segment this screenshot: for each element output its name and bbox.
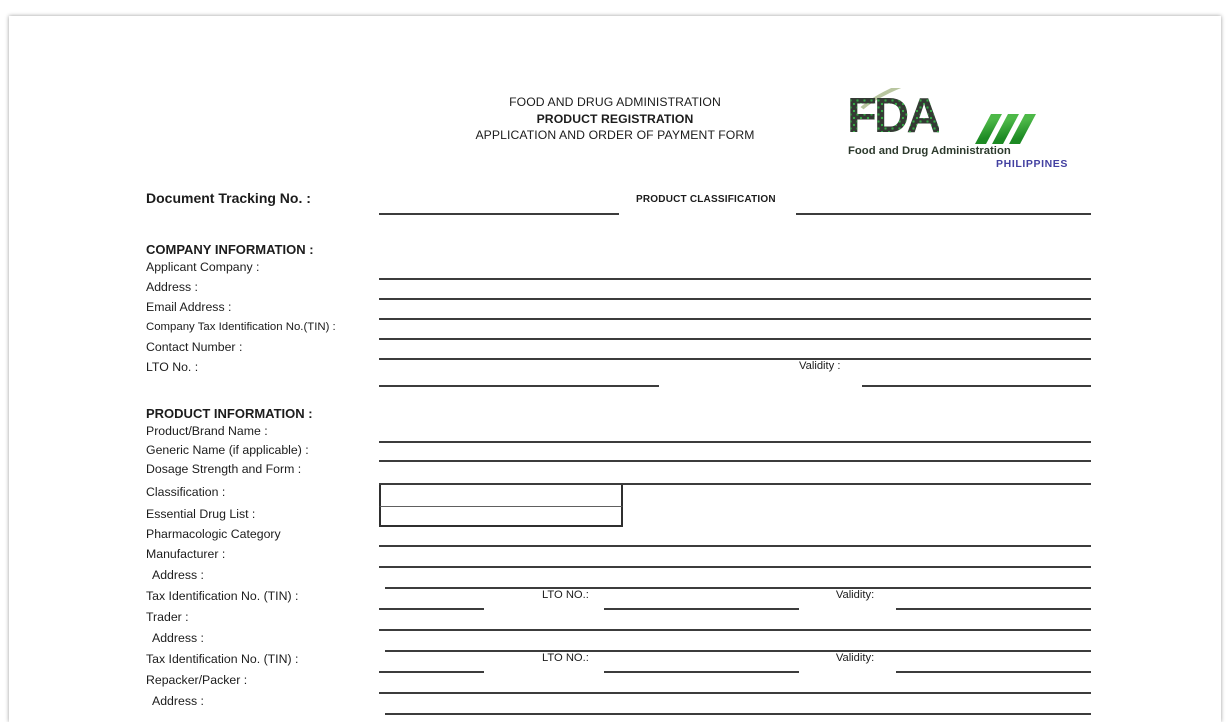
field-line-generic-name (379, 443, 1091, 462)
row-manufacturer-address (146, 568, 1091, 589)
row-product-brand-name (146, 424, 1091, 443)
row-classification (146, 485, 1091, 507)
label-company-address: Address : (146, 280, 198, 294)
label-generic-name: Generic Name (if applicable) : (146, 443, 309, 457)
field-line-trader (379, 610, 1091, 631)
label-manufacturer-validity: Validity: (835, 589, 875, 601)
logo-acronym: FDA (847, 89, 939, 143)
field-line-trader-tin (379, 652, 484, 673)
label-email-address: Email Address : (146, 300, 232, 314)
row-trader (146, 610, 1091, 631)
row-manufacturer-tin (146, 589, 1091, 610)
title-line-2: PRODUCT REGISTRATION (536, 111, 694, 126)
row-email-address (146, 300, 1091, 320)
field-line-lto-number (379, 360, 659, 387)
field-line-trader-validity (896, 652, 1091, 673)
product-classification-field-line (796, 190, 1091, 215)
label-contact-number: Contact Number : (146, 340, 243, 354)
label-lto-validity: Validity : (799, 360, 841, 372)
product-classification-label: PRODUCT CLASSIFICATION (636, 194, 776, 205)
title-line-3: APPLICATION AND ORDER OF PAYMENT FORM (475, 128, 755, 142)
label-trader: Trader : (146, 610, 189, 624)
form-header (9, 16, 1221, 190)
field-line-email-address (379, 300, 1091, 320)
field-line-contact-number (379, 340, 1091, 360)
label-dosage-strength-form: Dosage Strength and Form : (146, 462, 302, 476)
field-line-manufacturer-tin (379, 589, 484, 610)
row-pharmacologic-category (146, 527, 1091, 547)
row-trader-tin (146, 652, 1091, 673)
logo-org-name: Food and Drug Administration (848, 145, 1011, 157)
row-repacker-address (146, 694, 1091, 715)
product-section-title: PRODUCT INFORMATION : (146, 406, 313, 421)
label-applicant-company: Applicant Company : (146, 260, 260, 274)
label-trader-lto-no: LTO NO.: (542, 652, 589, 664)
row-generic-name (146, 443, 1091, 462)
label-manufacturer-lto-no: LTO NO.: (542, 589, 589, 601)
label-trader-validity: Validity: (835, 652, 875, 664)
row-manufacturer (146, 547, 1091, 568)
field-line-repacker-packer (379, 673, 1091, 694)
label-product-brand-name: Product/Brand Name : (146, 424, 268, 438)
label-classification: Classification : (146, 485, 226, 499)
field-line-applicant-company (379, 260, 1091, 280)
field-line-company-address (379, 280, 1091, 300)
field-line-manufacturer-validity (896, 589, 1091, 610)
label-repacker-packer: Repacker/Packer : (146, 673, 248, 687)
row-contact-number (146, 340, 1091, 360)
classification-box-cell (379, 485, 623, 507)
label-pharmacologic-category: Pharmacologic Category (146, 527, 281, 541)
title-line-1: FOOD AND DRUG ADMINISTRATION (509, 95, 721, 109)
company-section-title: COMPANY INFORMATION : (146, 242, 314, 257)
row-company-tin (146, 320, 1091, 340)
label-manufacturer-address: Address : (152, 568, 204, 582)
field-line-repacker-address (385, 694, 1091, 715)
row-essential-drug-list (146, 507, 1091, 527)
row-lto-number (146, 360, 1091, 387)
row-trader-address (146, 631, 1091, 652)
field-line-company-tin (379, 320, 1091, 340)
label-manufacturer: Manufacturer : (146, 547, 226, 561)
row-applicant-company (146, 260, 1091, 280)
label-company-tin: Company Tax Identification No.(TIN) : (146, 321, 336, 333)
document-tracking-label: Document Tracking No. : (146, 190, 311, 206)
field-line-pharmacologic-category (379, 527, 1091, 547)
document-page (9, 16, 1221, 722)
label-trader-address: Address : (152, 631, 204, 645)
row-dosage-strength-form (146, 462, 1091, 485)
field-line-manufacturer-address (385, 568, 1091, 589)
field-line-trader-lto-no (604, 652, 799, 673)
field-line-dosage-strength-form (379, 462, 1091, 485)
label-repacker-address: Address : (152, 694, 204, 708)
field-line-lto-validity (862, 360, 1091, 387)
label-essential-drug-list: Essential Drug List : (146, 507, 256, 521)
row-company-address (146, 280, 1091, 300)
field-line-product-brand-name (379, 424, 1091, 443)
label-trader-tin: Tax Identification No. (TIN) : (146, 652, 299, 666)
field-line-manufacturer-lto-no (604, 589, 799, 610)
logo-country: PHILIPPINES (996, 158, 1068, 170)
label-lto-number: LTO No. : (146, 360, 199, 374)
field-line-manufacturer (379, 547, 1091, 568)
document-tracking-field-line (379, 190, 619, 215)
fda-logo (847, 88, 1071, 172)
logo-slashes-icon (983, 114, 1028, 144)
field-line-trader-address (385, 631, 1091, 652)
row-repacker-packer (146, 673, 1091, 694)
essential-drug-list-box-cell (379, 507, 623, 527)
document-tracking-row (146, 190, 1091, 215)
label-manufacturer-tin: Tax Identification No. (TIN) : (146, 589, 299, 603)
